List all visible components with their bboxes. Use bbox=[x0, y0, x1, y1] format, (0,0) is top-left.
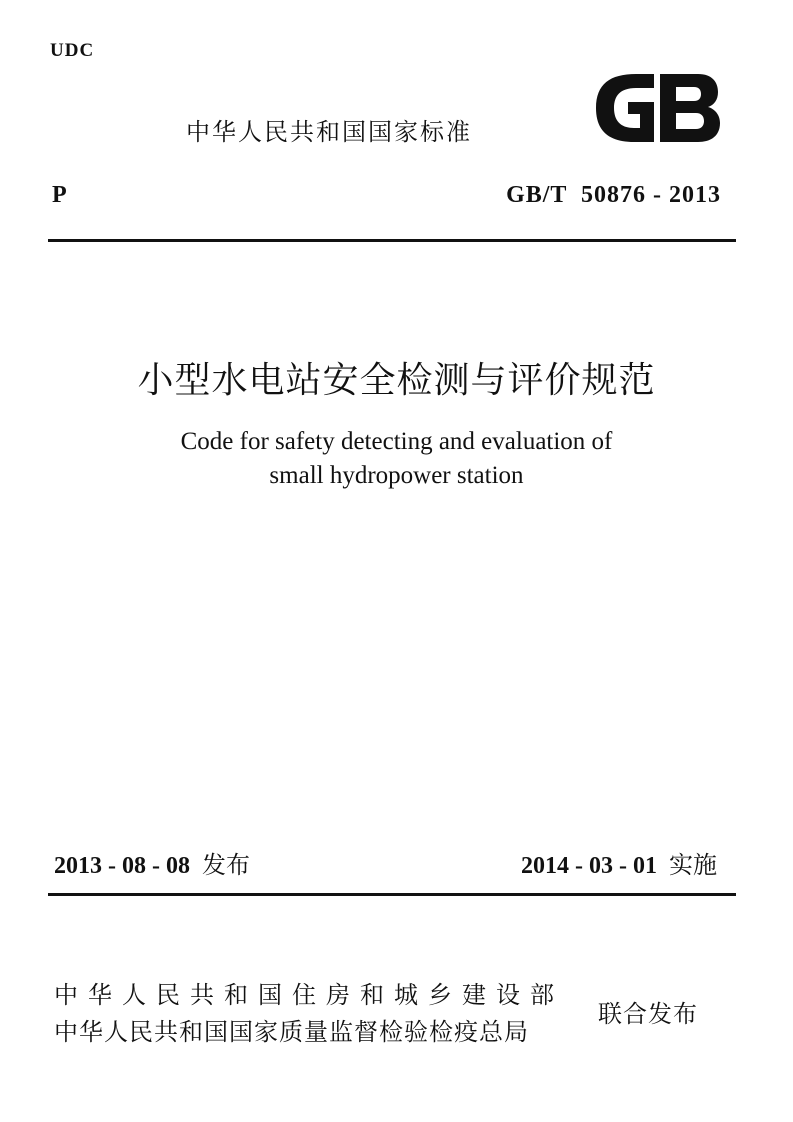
implementation-date: 2014 - 03 - 01 bbox=[521, 853, 657, 879]
title-english-line2: small hydropower station bbox=[269, 462, 524, 489]
issue-date-block bbox=[54, 845, 250, 880]
classification-code: P bbox=[52, 182, 67, 208]
udc-label: UDC bbox=[50, 40, 95, 61]
implementation-label: 实施 bbox=[669, 851, 717, 879]
national-standard-label: 中华人民共和国国家标准 bbox=[186, 118, 472, 146]
bottom-divider bbox=[48, 893, 736, 896]
title-english-line1: Code for safety detecting and evaluation of bbox=[180, 428, 613, 455]
issue-date: 2013 - 08 - 08 bbox=[54, 853, 190, 879]
top-divider bbox=[48, 239, 736, 242]
title-chinese: 小型水电站安全检测与评价规范 bbox=[137, 360, 656, 401]
gb-logo bbox=[588, 70, 722, 146]
issue-label: 发布 bbox=[201, 851, 250, 879]
standard-number: GB/T 50876 - 2013 bbox=[506, 182, 721, 208]
publisher-line1: 中华人民共和国住房和城乡建设部 bbox=[54, 981, 564, 1009]
implementation-date-block bbox=[521, 845, 717, 880]
publisher-line2: 中华人民共和国国家质量监督检验检疫总局 bbox=[54, 1018, 529, 1046]
joint-publish-label: 联合发布 bbox=[598, 1000, 698, 1028]
